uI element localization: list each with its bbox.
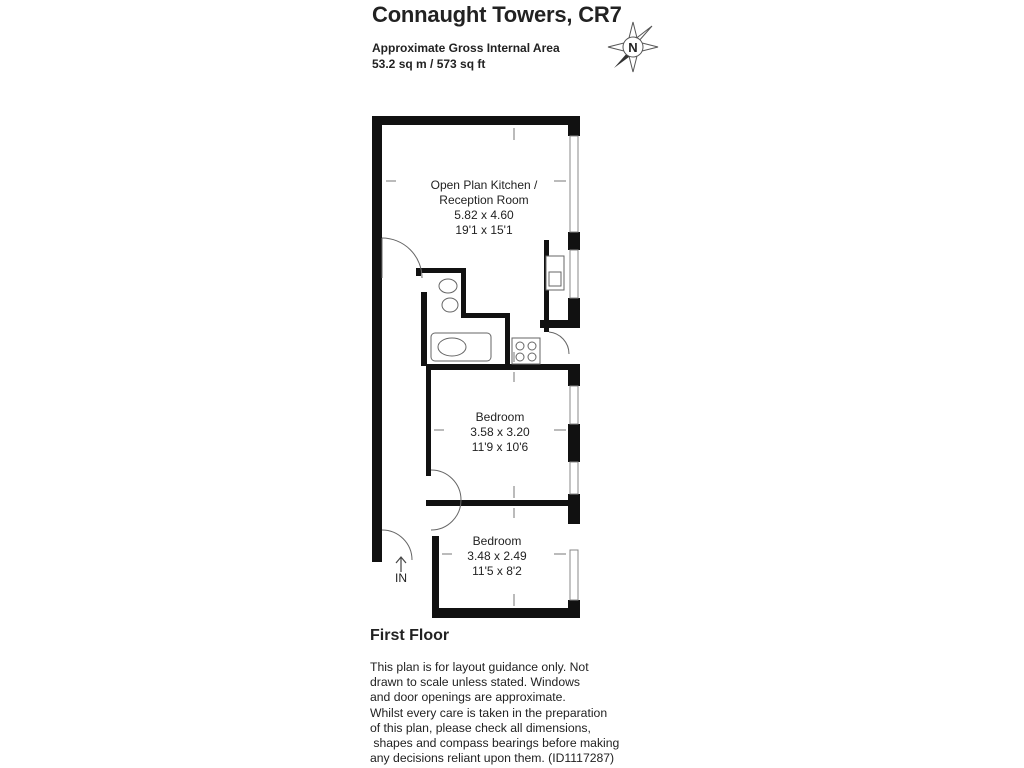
- compass-letter: N: [628, 40, 638, 55]
- area-value: 53.2 sq m / 573 sq ft: [372, 57, 486, 71]
- disclaimer-line: This plan is for layout guidance only. Not: [370, 660, 589, 674]
- disclaimer-line: drawn to scale unless stated. Windows: [370, 675, 580, 690]
- disclaimer-line: of this plan, please check all dimensions,: [370, 720, 591, 735]
- reception-name-line1: Open Plan Kitchen /: [430, 178, 538, 192]
- floor-label: First Floor: [370, 627, 450, 644]
- reception-imperial: 19'1 x 15'1: [455, 223, 513, 237]
- disclaimer-line: and door openings are approximate.: [370, 690, 566, 705]
- reception-name-line2: Reception Room: [439, 193, 529, 207]
- entrance-arrow-icon: [396, 557, 406, 572]
- bedroom2-metric: 3.48 x 2.49: [467, 549, 527, 563]
- disclaimer-line: any decisions reliant upon them. (ID1117287): [370, 751, 615, 766]
- disclaimer-line: Whilst every care is taken in the preparation: [370, 705, 608, 720]
- entrance-label: IN: [395, 571, 407, 585]
- room-bedroom-1: [470, 410, 530, 454]
- room-bedroom-2: [467, 534, 527, 578]
- disclaimer: [370, 660, 620, 766]
- bedroom2-imperial: 11'5 x 8'2: [472, 564, 522, 578]
- area-label: Approximate Gross Internal Area: [372, 41, 560, 55]
- room-reception: [431, 178, 538, 237]
- plan-title: Connaught Towers, CR7: [372, 2, 622, 27]
- bedroom2-name: Bedroom: [472, 534, 522, 548]
- bedroom1-imperial: 11'9 x 10'6: [471, 440, 529, 454]
- reception-metric: 5.82 x 4.60: [454, 208, 514, 222]
- bedroom1-name: Bedroom: [475, 410, 525, 424]
- bedroom1-metric: 3.58 x 3.20: [470, 425, 530, 439]
- disclaimer-line: shapes and compass bearings before making: [370, 736, 620, 751]
- doors: [382, 238, 569, 560]
